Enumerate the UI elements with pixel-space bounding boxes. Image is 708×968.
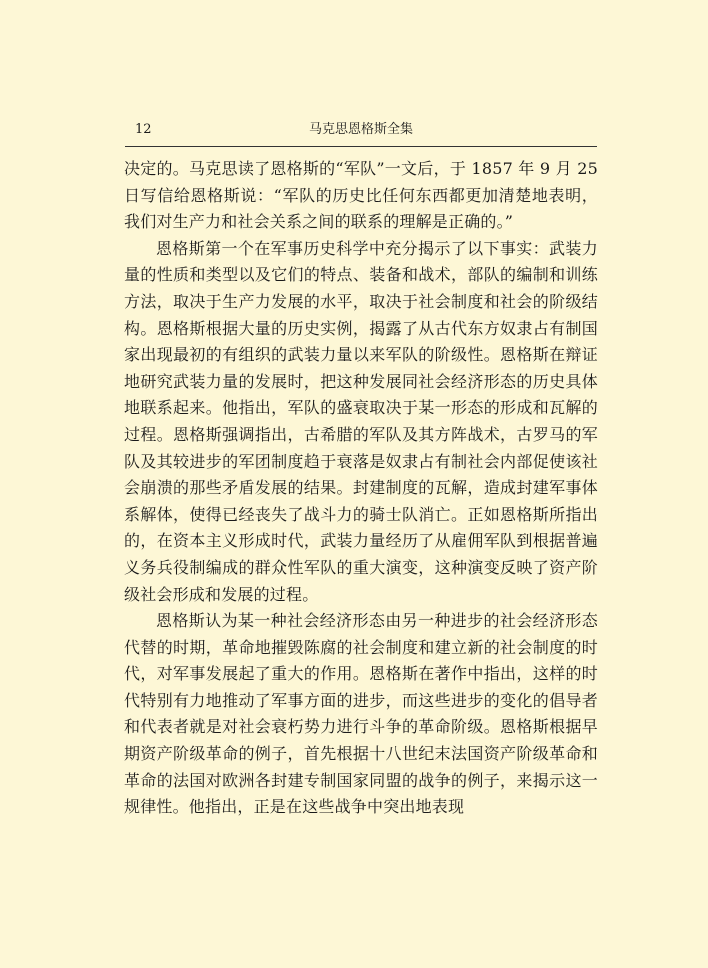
page-header bbox=[125, 118, 597, 144]
paragraph-1: 决定的。马克思读了恩格斯的“军队”一文后，于 1857 年 9 月 25 日写信给恩格斯说：“军队的历史比任何东西都更加清楚地表明，我们对生产力和社会关系之间的联系的理解是正确的。” bbox=[124, 159, 598, 232]
paragraph-3: 恩格斯认为某一种社会经济形态由另一种进步的社会经济形态代替的时期，革命地摧毁陈腐的社会制度和建立新的社会制度的时代，对军事发展起了重大的作用。恩格斯在著作中指出，这样的时代特别有力地推动了军事方面的进步，而这些进步的变化的倡导者和代表者就是对社会衰朽势力进行斗争的革命阶级。恩格斯根据早期资产阶级革命的例子，首先根据十八世纪末法国资产阶级革命和革命的法国对欧洲各封建专制国家同盟的战争的例子，来揭示这一规律性。他指出，正是在这些战争中突出地表现 bbox=[124, 611, 598, 817]
paragraph-2: 恩格斯第一个在军事历史科学中充分揭示了以下事实：武装力量的性质和类型以及它们的特点、装备和战术，部队的编制和训练方法，取决于生产力发展的水平，取决于社会制度和社会的阶级结构。恩格斯根据大量的历史实例，揭露了从古代东方奴隶占有制国家出现最初的有组织的武装力量以来军队的阶级性。恩格斯在辩证地研究武装力量的发展时，把这种发展同社会经济形态的历史具体地联系起来。他指出，军队的盛衰取决于某一形态的形成和瓦解的过程。恩格斯强调指出，古希腊的军队及其方阵战术，古罗马的军队及其较进步的军团制度趋于衰落是奴隶占有制社会内部促使该社会崩溃的那些矛盾发展的结果。封建制度的瓦解，造成封建军事体系解体，使得已经丧失了战斗力的骑士队消亡。正如恩格斯所指出的，在资本主义形成时代，武装力量经历了从雇佣军队到根据普遍义务兵役制编成的群众性军队的重大演变，这种演变反映了资产阶级社会形成和发展的过程。 bbox=[124, 238, 598, 604]
page-number: 12 bbox=[135, 122, 152, 137]
body-text bbox=[124, 156, 598, 821]
running-title: 马克思恩格斯全集 bbox=[308, 122, 413, 137]
header-rule bbox=[125, 146, 597, 147]
